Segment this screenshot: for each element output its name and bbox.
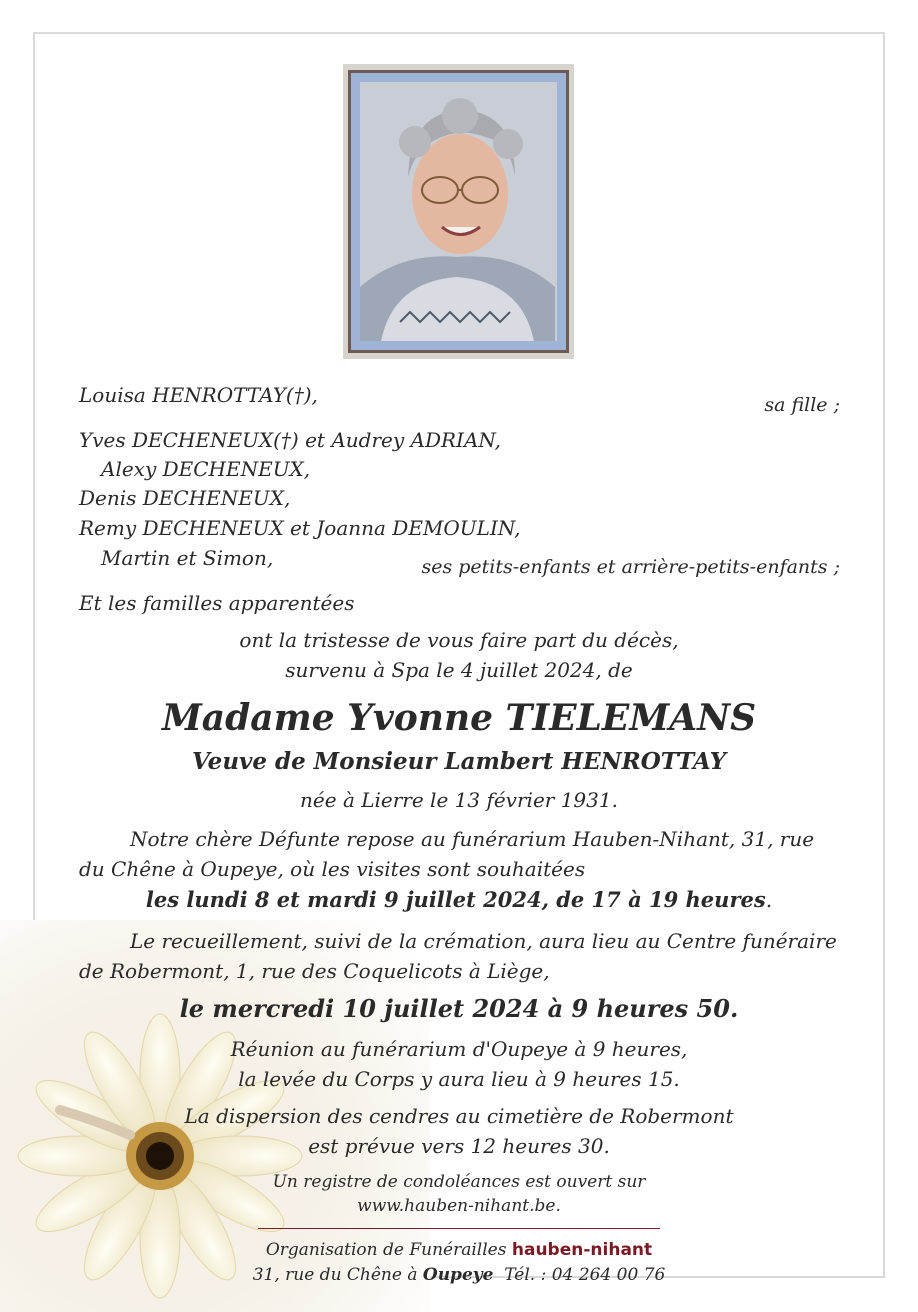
ceremony-date-row [0,994,918,1023]
visitation-line-1: Notre chère Défunte repose au funérarium Hauben-Nihant, 31, rue [130,827,815,851]
spouse-line: Veuve de Monsieur Lambert HENROTTAY [191,748,727,775]
address-prefix: 31, rue du Chêne à [252,1265,418,1285]
registry-link[interactable]: www.hauben-nihant.be. [357,1196,561,1216]
meeting-line-2: la levée du Corps y aura lieu à 9 heures 15. [238,1067,680,1091]
dispersion-line-2: est prévue vers 12 heures 30. [308,1134,610,1158]
daughter-role: sa fille ; [764,394,840,416]
grandchild-line-1: Yves DECHENEUX(†) et Audrey ADRIAN, [79,428,501,452]
ceremony-line-2: de Robermont, 1, rue des Coquelicots à Liège, [79,959,550,983]
deceased-name: Madame Yvonne TIELEMANS [161,697,757,739]
brand-logo: hauben-nihant [511,1240,653,1260]
daughter-name: Louisa HENROTTAY(†), [79,383,318,407]
phone-number: Tél. : 04 264 00 76 [504,1265,666,1285]
portrait-photo [360,82,557,341]
visitation-dates-row [0,887,918,912]
portrait-frame [343,64,574,359]
dispersion-line-1: La dispersion des cendres au cimetière de Robermont [184,1104,734,1128]
grandchild-line-4: Remy DECHENEUX et Joanna DEMOULIN, [79,516,521,540]
meeting-line-1: Réunion au funérarium d'Oupeye à 9 heures, [230,1037,688,1061]
grandchildren-role: ses petits-enfants et arrière-petits-enfants ; [421,556,840,578]
registry-line-1: Un registre de condoléances est ouvert sur [272,1172,646,1192]
visitation-dates: les lundi 8 et mardi 9 juillet 2024, de 17 à 19 heures [145,887,766,912]
grandchild-line-2: Alexy DECHENEUX, [101,457,311,481]
visitation-dates-end: . [765,888,773,912]
grandchild-line-5: Martin et Simon, [101,546,274,570]
ceremony-line-1: Le recueillement, suivi de la crémation, aura lieu au Centre funéraire [130,929,837,953]
portrait-border [348,70,569,353]
ceremony-date: le mercredi 10 juillet 2024 à 9 heures 50 [179,994,730,1023]
address-city: Oupeye [422,1265,494,1285]
footer-organisation [0,1240,918,1260]
footer-address [0,1265,918,1285]
footer-divider [258,1228,660,1229]
announcement-line-2: survenu à Spa le 4 juillet 2024, de [285,658,633,682]
announcement-line-1: ont la tristesse de vous faire part du décès, [239,628,679,652]
grandchild-line-3: Denis DECHENEUX, [79,486,291,510]
visitation-line-2: du Chêne à Oupeye, où les visites sont souhaitées [79,857,586,881]
ceremony-date-end: . [729,994,739,1023]
relatives-line: Et les familles apparentées [79,591,355,615]
portrait-illustration [360,82,555,341]
birth-line: née à Lierre le 13 février 1931. [300,788,618,812]
footer-org-prefix: Organisation de Funérailles [265,1240,507,1260]
